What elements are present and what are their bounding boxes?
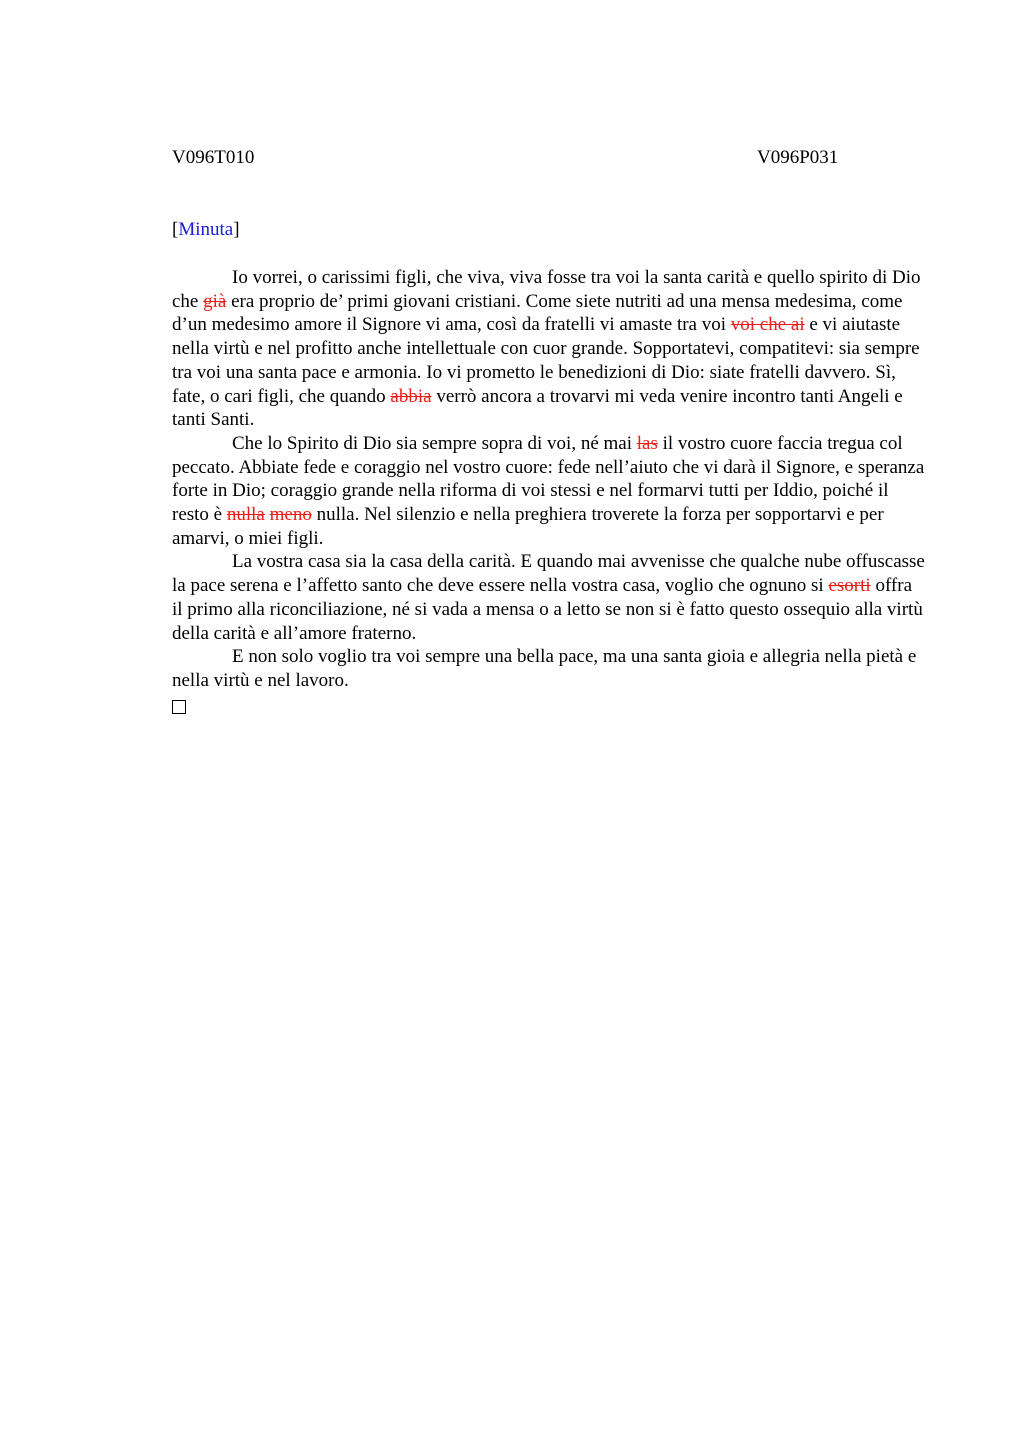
paragraph-3 <box>172 550 927 645</box>
paragraph-text: E non solo voglio tra voi sempre una bella pace, ma una santa gioia e allegria nella pietà e nella virtù e nel lavoro. <box>172 646 917 691</box>
heading-label: Minuta <box>178 219 234 240</box>
paragraph-text: Che lo Spirito di Dio sia sempre sopra di voi, né mai <box>232 432 637 454</box>
paragraph-1 <box>172 266 927 432</box>
paragraph-text: offra il primo alla riconciliazione, né si vada a mensa o a letto se non si è fatto questo ossequio alla virtù della carità e all’amore fraterno. <box>172 575 923 644</box>
end-marker <box>172 693 927 721</box>
deleted-word: las <box>636 432 658 454</box>
paragraph-text: nulla. Nel silenzio e nella preghiera troverete la forza per sopportarvi e per amarvi, o miei figli. <box>172 504 884 549</box>
deleted-word: esorti <box>828 575 871 597</box>
paragraph-text: verrò ancora a trovarvi mi veda venire incontro tanti Angeli e tanti Santi. <box>172 385 903 431</box>
heading-open-bracket: [ <box>172 219 179 240</box>
heading-close-bracket: ] <box>233 219 240 240</box>
paragraph-4 <box>172 645 927 692</box>
deleted-word: nulla <box>226 504 265 526</box>
deleted-word: già <box>203 290 227 312</box>
section-heading <box>172 218 240 242</box>
paragraph-text: Io vorrei, o carissimi figli, che viva, viva fosse tra voi la santa carità e quello spirito di Dio che <box>172 267 921 312</box>
deleted-word: voi che ai <box>730 314 805 336</box>
paragraph-text: era proprio de’ primi giovani cristiani. Come siete nutriti ad una mensa medesima, come d’un medesimo amore il Signore vi ama, così da fratelli vi amaste tra voi <box>172 290 903 336</box>
document-code-left: V096T010 <box>172 147 255 168</box>
paragraph-text: La vostra casa sia la casa della carità. E quando mai avvenisse che qualche nube offuscasse la pace serena e l’affetto santo che deve essere nella vostra casa, voglio che ognuno si <box>172 551 925 597</box>
deleted-word: abbia <box>390 385 432 407</box>
paragraph-text: e vi aiutaste nella virtù e nel profitto anche intellettuale con cuor grande. Sopportatevi, compatitevi: sia sempre tra voi una santa pace e armonia. Io vi prometto le benedizioni di Dio: siate fratelli davvero. Sì, fate, o cari figli, che quando <box>172 314 920 407</box>
paragraph-2 <box>172 432 927 551</box>
document-code-right: V096P031 <box>757 147 839 168</box>
empty-square-icon <box>172 700 186 714</box>
paragraph-text: il vostro cuore faccia tregua col peccato. Abbiate fede e coraggio nel vostro cuore: fede nell’aiuto che vi darà il Signore, e speranza forte in Dio; coraggio grande nella riforma di voi stessi e nel formarvi tutti per Iddio, poiché il resto è <box>172 432 925 526</box>
letter-body <box>172 266 927 720</box>
deleted-word: meno <box>269 504 312 526</box>
